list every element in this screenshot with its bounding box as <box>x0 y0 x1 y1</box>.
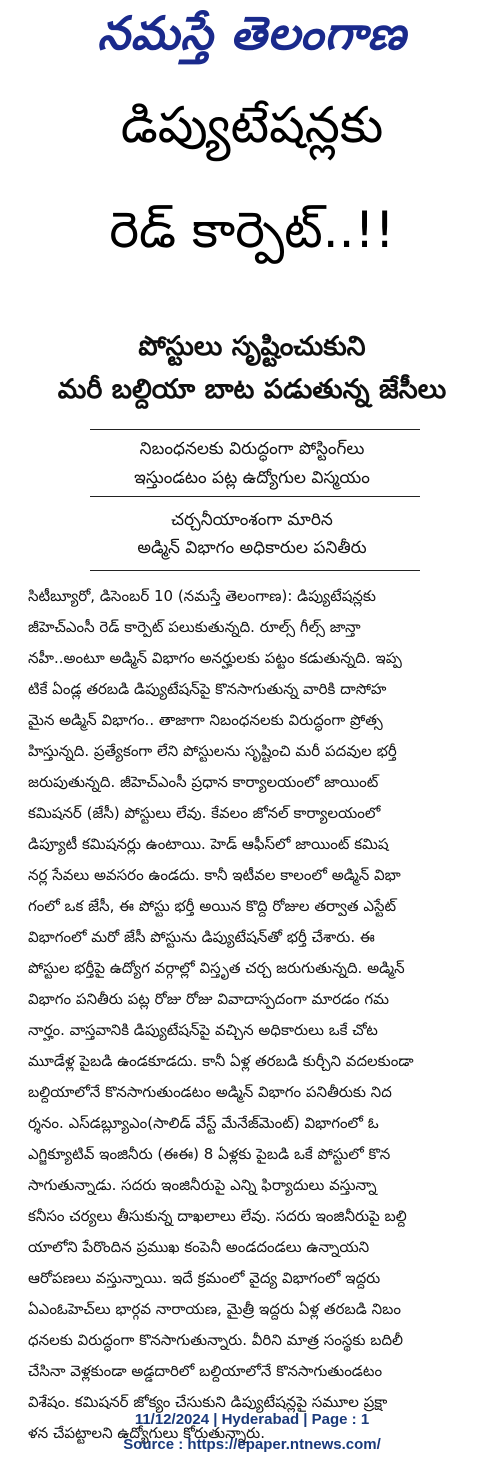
article-line: విభాగంలో మరో జేసీ పోస్టును డిప్యుటేషన్‌తో భర్తీ చేశారు. ఈ <box>28 928 375 946</box>
article-line: కమిషనర్ (జేసీ) పోస్టులు లేవు. కేవలం జోనల్ కార్యాలయంలో <box>28 804 381 822</box>
article-line: సాగుతున్నాడు. సదరు ఇంజినీరుపై ఎన్ని ఫిర్యాదులు వస్తున్నా <box>28 1176 377 1194</box>
deck-line: నిబంధనలకు విరుద్ధంగా పోస్టింగ్‌లు <box>139 439 365 459</box>
article-line: నహీ..అంటూ అడ్మిన్ విభాగం అనర్హులకు పట్టం కడుతున్నది. ఇప్ప <box>28 649 402 667</box>
article-line: ర్శనం. ఎస్‌డబ్ల్యూఎం(సాలిడ్ వేస్ట్ మేనేజ్‌మెంట్) విభాగంలో ఓ <box>28 1114 379 1132</box>
deck-line: ఇస్తుండటం పట్ల ఉద్యోగుల విస్మయం <box>134 468 370 488</box>
newspaper-masthead <box>0 0 504 78</box>
headline-line-1: డిప్యుటేషన్లకు <box>120 96 384 154</box>
masthead-title: నమస్తే తెలంగాణ <box>97 6 407 60</box>
article-line: గంలో ఒక జేసీ, ఈ పోస్టు భర్తీ అయిన కొద్ది రోజుల తర్వాత ఎస్టేట్ <box>28 897 397 915</box>
article-line: ధనలకు విరుద్ధంగా కొనసాగుతున్నారు. వీరిని మాత్ర సంస్థకు బదిలీ <box>28 1331 404 1349</box>
deck-line: చర్చనీయాంశంగా మారిన <box>171 510 333 530</box>
article-line: నర్ల సేవలు అవసరం ఉండదు. కానీ ఇటీవల కాలంలో అడ్మిన్ విభా <box>28 866 401 884</box>
article-line: బల్దియాలోనే కొనసాగుతుండటం అడ్మిన్ విభాగం పనితీరుకు నిద <box>28 1083 392 1101</box>
article-line: యాలోని పేరొందిన ప్రముఖ కంపెనీ అండదండలు ఉన్నాయని <box>28 1238 370 1256</box>
article-line: డిప్యూటీ కమిషనర్లు ఉంటాయి. హెడ్ ఆఫీస్‌లో జాయింట్ కమిష <box>28 835 389 853</box>
article-line: నార్హం. వాస్తవానికి డిప్యుటేషన్‌పై వచ్చిన అధికారులు ఒకే చోట <box>28 1021 378 1039</box>
article-line: ఆరోపణలు వస్తున్నాయి. ఇదే క్రమంలో వైద్య విభాగంలో ఇద్దరు <box>28 1269 381 1287</box>
headline-line-2: రెడ్ కార్పెట్..!! <box>109 201 395 259</box>
article-line: కనీసం చర్యలు తీసుకున్న దాఖలాలు లేవు. సదరు ఇంజినీరుపై బల్ది <box>28 1207 407 1225</box>
subheadline-line-1: పోస్టులు సృష్టించుకుని <box>138 331 366 362</box>
article-line: చేసినా వెళ్లకుండా అడ్డదారిలో బల్దియాలోనే కొనసాగుతుండటం <box>28 1362 383 1380</box>
article-line: ఏఎంఓహెచ్‌లు భార్గవ నారాయణ, మైత్రీ ఇద్దరు ఏళ్ల తరబడి నిబం <box>28 1300 401 1318</box>
article-line: జరుపుతున్నది. జీహెచ్ఎంసీ ప్రధాన కార్యాలయంలో జాయింట్ <box>28 773 379 791</box>
article-line: సిటీబ్యూరో, డిసెంబర్ 10 (నమస్తే తెలంగాణ): డిప్యుటేషన్లకు <box>28 587 376 605</box>
article-line: హిస్తున్నది. ప్రత్యేకంగా లేని పోస్టులను సృష్టించి మరీ పదవుల భర్తీ <box>28 742 397 760</box>
article-line: ఎగ్జిక్యూటివ్ ఇంజినీరు (ఈఈ) 8 ఏళ్లకు పైబడి ఒకే పోస్టులో కొన <box>28 1145 391 1163</box>
article-line: టికే ఏండ్ల తరబడి డిప్యుటేషన్‌పై కొనసాగుతున్న వారికి దాసోహ <box>28 680 387 698</box>
article-line: జీహెచ్ఎంసీ రెడ్ కార్పెట్ పలుకుతున్నది. రూల్స్ గీల్స్ జాన్తా <box>28 618 361 636</box>
footer-date-page: 11/12/2024 | Hyderabad | Page : 1 <box>134 1411 370 1428</box>
divider-rule <box>90 496 420 497</box>
article-line: విశేషం. కమిషనర్ జోక్యం చేసుకుని డిప్యుటేషన్లపై సమూల ప్రక్షా <box>28 1393 388 1411</box>
subheadline-line-2: మరీ బల్దియా బాట పడుతున్న జేసీలు <box>57 374 447 405</box>
footer-source: Source : https://epaper.ntnews.com/ <box>123 1436 381 1453</box>
divider-rule <box>90 570 420 571</box>
deck-line: అడ్మిన్ విభాగం అధికారుల పనితీరు <box>137 538 367 558</box>
divider-rule <box>90 429 420 430</box>
article-line: మూడేళ్ల పైబడి ఉండకూడదు. కానీ ఏళ్ల తరబడి కుర్చీని వదలకుండా <box>28 1052 414 1070</box>
article-line: పోస్టుల భర్తీపై ఉద్యోగ వర్గాల్లో విస్తృత చర్చ జరుగుతున్నది. అడ్మిన్ <box>28 959 405 977</box>
article-line: విభాగం పనితీరు పట్ల రోజు రోజు వివాదాస్పదంగా మారడం గమ <box>28 990 390 1008</box>
article-line: ళన చేపట్టాలని ఉద్యోగులు కోరుతున్నారు. <box>28 1424 266 1442</box>
article-line: మైన అడ్మిన్ విభాగం.. తాజాగా నిబంధనలకు విరుద్ధంగా ప్రోత్స <box>28 711 383 729</box>
